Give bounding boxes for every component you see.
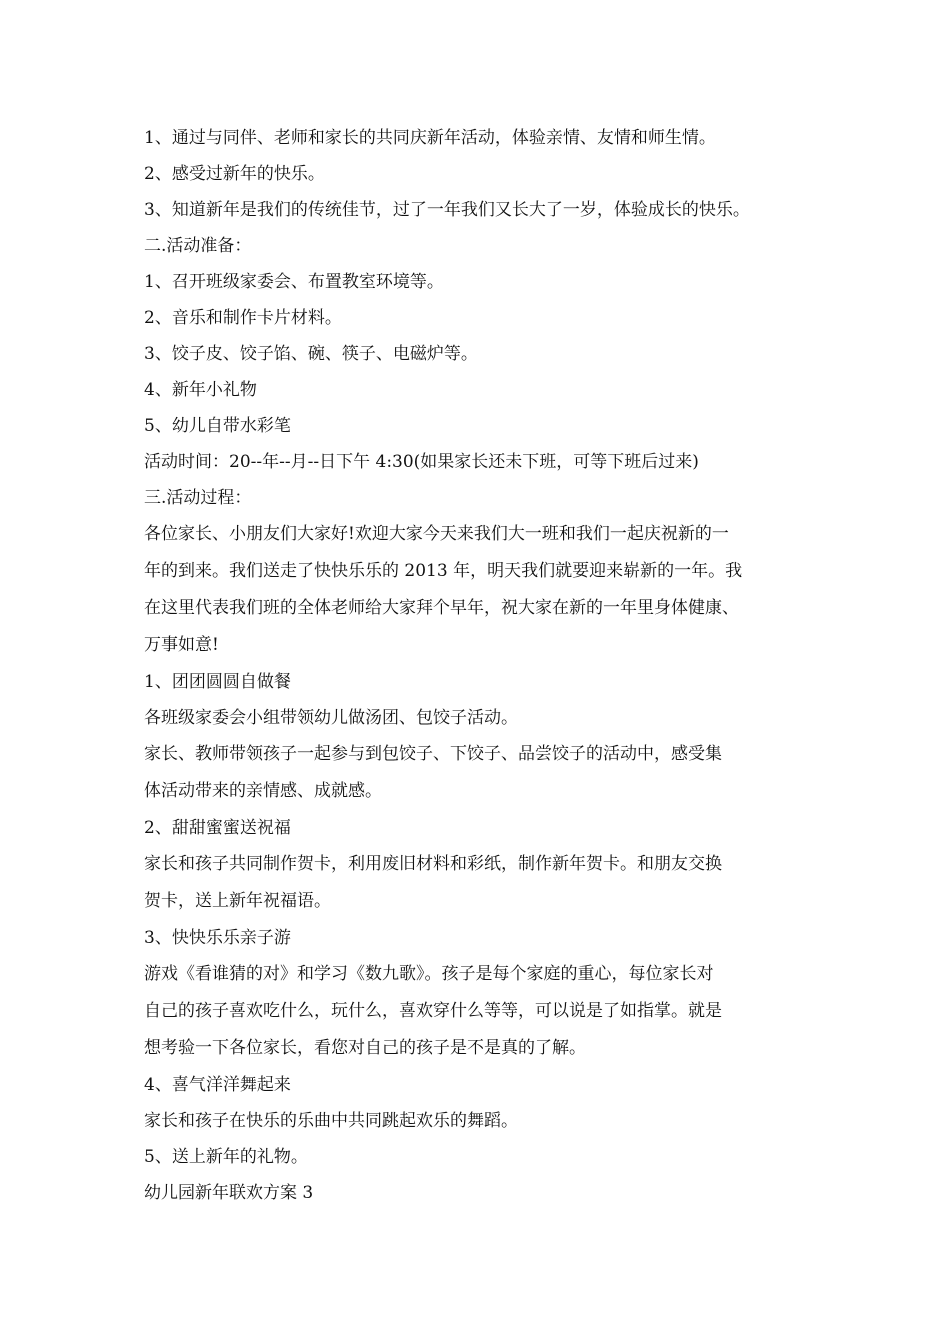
process-heading-1: 1、团团圆圆自做餐 xyxy=(144,672,291,692)
objective-2: 2、感受过新年的快乐。 xyxy=(144,164,325,184)
preparation-3: 3、饺子皮、饺子馅、碗、筷子、电磁炉等。 xyxy=(144,344,478,364)
process-paragraph xyxy=(144,956,824,1067)
process-heading-3: 3、快快乐乐亲子游 xyxy=(144,928,291,948)
preparation-1: 1、召开班级家委会、布置教室环境等。 xyxy=(144,272,444,292)
paragraph-line: 家长、教师带领孩子一起参与到包饺子、下饺子、品尝饺子的活动中，感受集 xyxy=(144,744,722,764)
paragraph-line: 游戏《看谁猜的对》和学习《数九歌》。孩子是每个家庭的重心，每位家长对 xyxy=(144,964,714,984)
process-paragraph xyxy=(144,736,824,810)
objective-1: 1、通过与同伴、老师和家长的共同庆新年活动，体验亲情、友情和师生情。 xyxy=(144,128,716,148)
activity-time: 活动时间：20--年--月--日下午 4:30(如果家长还未下班，可等下班后过来) xyxy=(144,452,699,472)
section-heading-preparation: 二.活动准备： xyxy=(144,236,252,256)
paragraph-line: 想考验一下各位家长，看您对自己的孩子是不是真的了解。 xyxy=(144,1038,586,1058)
process-text: 各班级家委会小组带领幼儿做汤团、包饺子活动。 xyxy=(144,708,518,728)
paragraph-line: 体活动带来的亲情感、成就感。 xyxy=(144,781,382,801)
paragraph-line: 在这里代表我们班的全体老师给大家拜个早年，祝大家在新的一年里身体健康、 xyxy=(144,598,739,618)
paragraph-line: 年的到来。我们送走了快快乐乐的 2013 年，明天我们就要迎来崭新的一年。我 xyxy=(144,561,743,581)
paragraph-line: 万事如意! xyxy=(144,635,219,655)
paragraph-line: 贺卡，送上新年祝福语。 xyxy=(144,891,331,911)
paragraph-line: 各位家长、小朋友们大家好!欢迎大家今天来我们大一班和我们一起庆祝新的一 xyxy=(144,524,729,544)
process-heading-5: 5、送上新年的礼物。 xyxy=(144,1147,308,1167)
process-heading-2: 2、甜甜蜜蜜送祝福 xyxy=(144,818,291,838)
objective-3: 3、知道新年是我们的传统佳节，过了一年我们又长大了一岁，体验成长的快乐。 xyxy=(144,200,750,220)
next-plan-title: 幼儿园新年联欢方案 3 xyxy=(144,1183,314,1203)
preparation-5: 5、幼儿自带水彩笔 xyxy=(144,416,291,436)
section-heading-process: 三.活动过程： xyxy=(144,488,252,508)
process-paragraph xyxy=(144,846,824,920)
process-heading-4: 4、喜气洋洋舞起来 xyxy=(144,1075,291,1095)
paragraph-line: 家长和孩子共同制作贺卡，利用废旧材料和彩纸，制作新年贺卡。和朋友交换 xyxy=(144,854,722,874)
preparation-2: 2、音乐和制作卡片材料。 xyxy=(144,308,342,328)
preparation-4: 4、新年小礼物 xyxy=(144,380,257,400)
process-text: 家长和孩子在快乐的乐曲中共同跳起欢乐的舞蹈。 xyxy=(144,1111,518,1131)
welcome-paragraph xyxy=(144,516,824,664)
document-body xyxy=(144,120,824,1211)
paragraph-line: 自己的孩子喜欢吃什么，玩什么，喜欢穿什么等等，可以说是了如指掌。就是 xyxy=(144,1001,722,1021)
